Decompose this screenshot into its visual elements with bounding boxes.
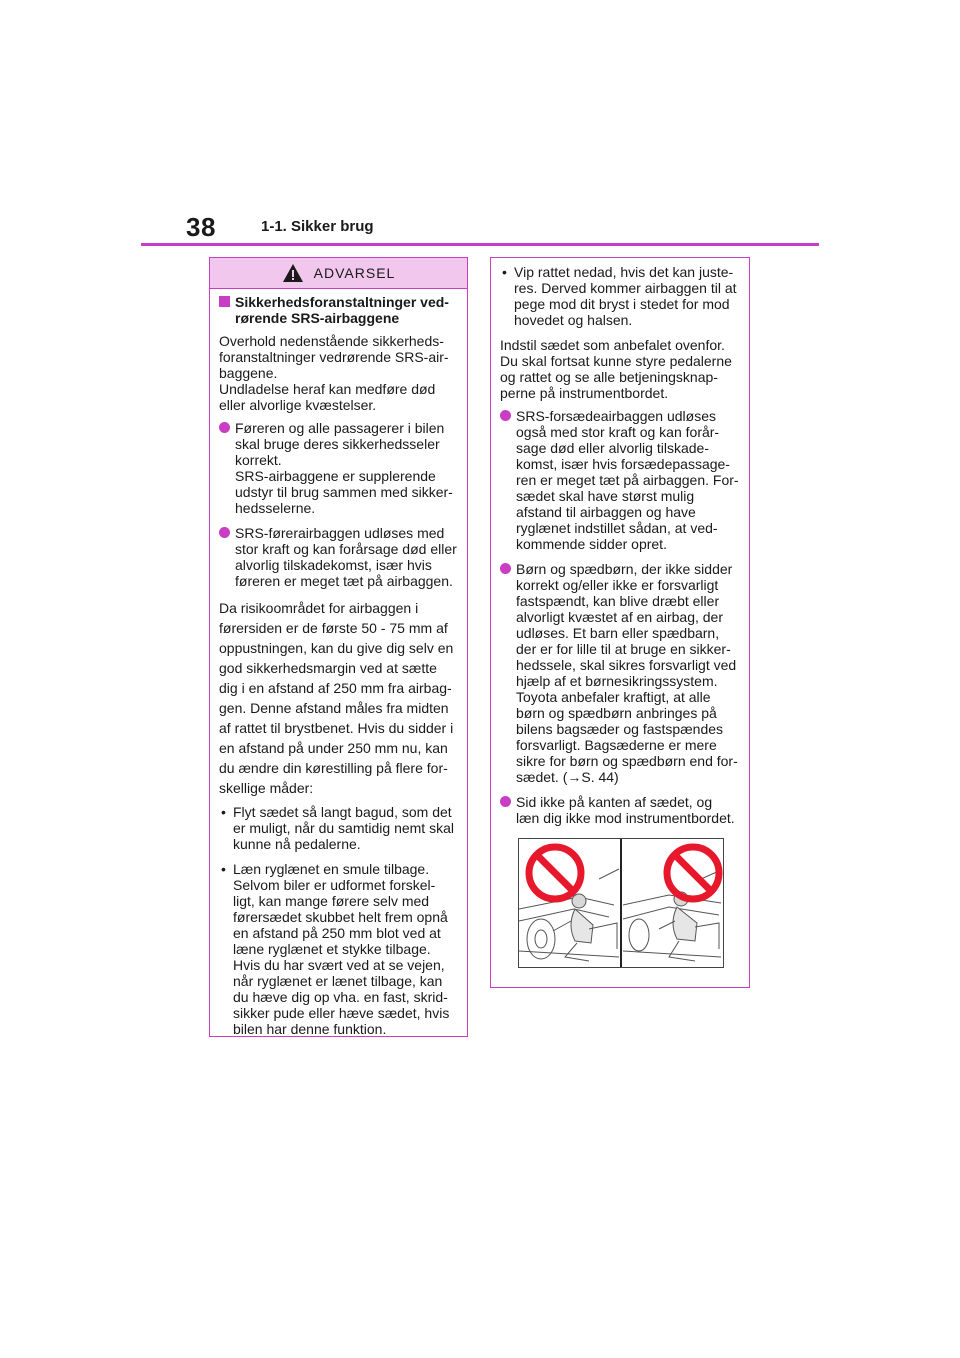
warning-intro: Overhold nedenstående sikkerheds-foranstaltninger vedrørende SRS-air-baggene. Undladelse heraf kan medføre død eller alvorlige kvæstelser. (219, 333, 449, 413)
warning-box-continued (490, 257, 750, 988)
header-divider (141, 243, 819, 246)
warning-body-continued (491, 258, 749, 968)
warning-box (209, 257, 468, 1037)
section-title: 1-1. Sikker brug (261, 218, 374, 235)
bullet-item: Børn og spædbørn, der ikke sidder korrekt og/eller ikke er forsvarligt fastspændt, kan blive dræbt eller alvorligt kvæstet af en airbag, der udløses. Et barn eller spædbarn, der er for lille til at bruge en sikker-hedssele, skal sikres forsvarligt ved hjælp af et børnesikringssystem. Toyota anbefaler kraftigt, at alle børn og spædbørn anbringes på bilens bagsæder og fastspændes forsvarligt. Bagsæderne er mere sikre for børn og spædbørn end for-sædet. (→S. 44) (500, 561, 739, 785)
dash-item: • Vip rattet nedad, hvis det kan juste-res. Derved kommer airbaggen til at pege mod dit bryst i stedet for mod hovedet og halsen. (502, 264, 737, 328)
warning-triangle-icon (282, 263, 304, 283)
seating-illustration (518, 838, 724, 968)
bullet-item: SRS-førerairbaggen udløses med stor kraft og kan forårsage død eller alvorlig tilskadekomst, især hvis føreren er meget tæt på airbaggen. (219, 525, 457, 589)
dash-item: • Flyt sædet så langt bagud, som det er muligt, når du samtidig nemt skal kunne nå pedalerne. (221, 804, 454, 852)
distance-paragraph: Da risikoområdet for airbaggen i førersiden er de første 50 - 75 mm af oppustningen, kan du give dig selv en god sikkerhedsmargin ved at sætte dig i en afstand af 250 mm fra airbag-gen. Denne afstand måles fra midten af rattet til brystbenet. Hvis du sidder i en afstand på under 250 mm nu, kan du ændre din kørestilling på flere for-skellige måder: (219, 600, 454, 796)
square-bullet-icon (219, 296, 230, 307)
circle-bullet-icon (500, 410, 511, 421)
warning-header (210, 258, 467, 289)
bullet-item: Føreren og alle passagerer i bilen skal bruge deres sikkerhedsseler korrekt. SRS-airbaggene er supplerende udstyr til brug sammen med sikker-hedsselerne. (219, 420, 457, 516)
dash-item: • Læn ryglænet en smule tilbage. Selvom biler er udformet forskel-ligt, kan mange førere selv med førersædet skubbet helt frem opnå en afstand på 250 mm blot ved at læne ryglænet et stykke tilbage. Hvis du har svært ved at se vejen, når ryglænet er lænet tilbage, kan du hæve dig op vha. en fast, skrid-sikker pude eller hæve sædet, hvis bilen har denne funktion. (221, 861, 450, 1037)
circle-bullet-icon (219, 422, 230, 433)
bullet-item: SRS-forsædeairbaggen udløses også med stor kraft og kan forår-sage død eller alvorlig tilskade-komst, især hvis forsædepassage-ren er meget tæt på airbaggen. For-sædet skal have størst mulig afstand til airbaggen og have ryglænet indstillet sådan, at ved-kommende sidder opret. (500, 408, 739, 552)
circle-bullet-icon (500, 563, 511, 574)
warning-body (210, 289, 467, 1037)
circle-bullet-icon (500, 796, 511, 807)
circle-bullet-icon (219, 527, 230, 538)
warning-heading: Sikkerhedsforanstaltninger ved-rørende SRS-airbaggene (219, 294, 457, 326)
page-number: 38 (186, 212, 216, 242)
bullet-item: Sid ikke på kanten af sædet, og læn dig ikke mod instrumentbordet. (500, 794, 739, 826)
seating-illustration-drawing (519, 839, 723, 967)
warning-title: ADVARSEL (313, 265, 396, 281)
adjust-note: Indstil sædet som anbefalet ovenfor. Du skal fortsat kunne styre pedalerne og rattet og se alle betjeningsknap-perne på instrumentbordet. (500, 337, 732, 401)
